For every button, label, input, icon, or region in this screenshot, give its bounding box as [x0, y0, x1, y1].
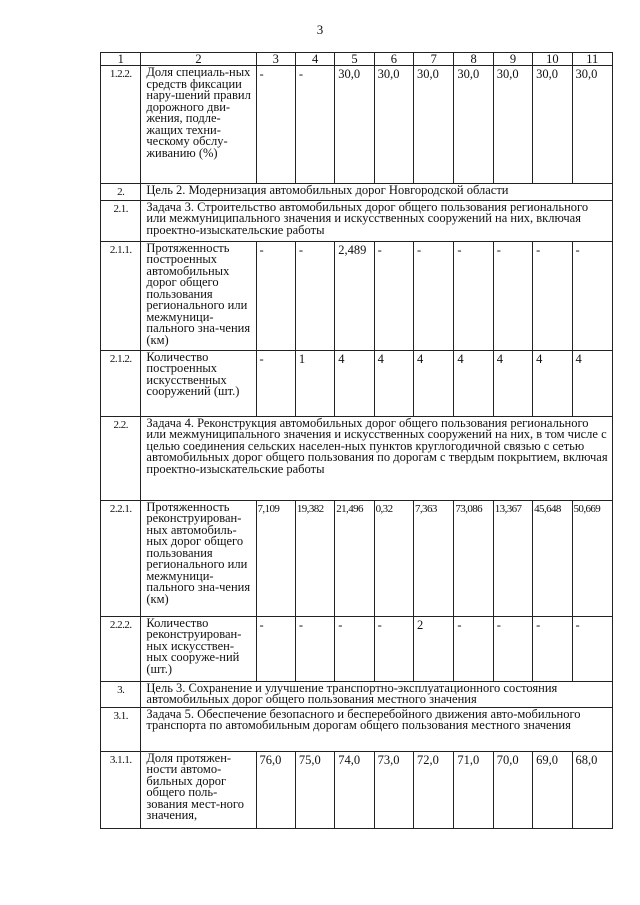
indicator-value: -	[533, 616, 572, 681]
indicator-value: 68,0	[572, 751, 612, 828]
row-number: 3.1.	[101, 707, 141, 751]
indicator-value: -	[454, 241, 493, 350]
indicator-value: 19,382	[295, 500, 334, 616]
table-row	[101, 241, 613, 350]
row-number: 3.1.1.	[101, 751, 141, 828]
indicator-value: 45,648	[533, 500, 572, 616]
section-row	[101, 416, 613, 500]
indicator-name: Количество реконструирован-ных искусствен-ных сооруже-ний (шт.)	[141, 616, 256, 681]
header-cell: 1	[101, 53, 141, 66]
row-number: 2.1.2.	[101, 350, 141, 416]
row-number: 2.2.2.	[101, 616, 141, 681]
header-cell: 7	[414, 53, 454, 66]
indicator-value: -	[335, 616, 374, 681]
indicator-value: 4	[374, 350, 413, 416]
indicator-value: 50,669	[572, 500, 612, 616]
section-title: Задача 3. Строительство автомобильных дорог общего пользования регионального или межмуниципального значения и искусственных сооружений на них, включая проектно-изыскательские работы	[141, 200, 613, 241]
indicator-name: Доля специаль-ных средств фиксации нару-шений правил дорожного дви-жения, подле-жащих техни-ческому обслу-живанию (%)	[141, 66, 256, 184]
indicator-name: Протяженность реконструирован-ных автомобиль-ных дорог общего пользования регионального или межмуници-пального зна-чения (км)	[141, 500, 256, 616]
indicator-value: -	[256, 616, 295, 681]
indicator-value: 4	[335, 350, 374, 416]
indicator-value: -	[374, 241, 413, 350]
indicator-name: Доля протяжен-ности автомо-бильных дорог общего поль-зования мест-ного значения,	[141, 751, 256, 828]
indicator-value: 74,0	[335, 751, 374, 828]
indicator-value: 21,496	[335, 500, 374, 616]
indicator-value: 2,489	[335, 241, 374, 350]
table-row	[101, 350, 613, 416]
indicators-table	[100, 52, 613, 829]
indicator-value: 76,0	[256, 751, 295, 828]
indicator-value: 4	[414, 350, 454, 416]
indicator-value: -	[493, 616, 532, 681]
section-title: Задача 4. Реконструкция автомобильных дорог общего пользования регионального или межмуниципального значения и искусственных сооружений на них, в том числе с целью соединения сельских населен-ных пунктов круглогодичной связью с сетью автомобильных дорог общего пользования по дорогам с твердым покрытием, включая проектно-изыскательские работы	[141, 416, 613, 500]
row-number: 1.2.2.	[101, 66, 141, 184]
indicator-value: 30,0	[454, 66, 493, 184]
indicator-value: 71,0	[454, 751, 493, 828]
row-number: 2.2.	[101, 416, 141, 500]
indicator-value: -	[295, 66, 334, 184]
section-title: Задача 5. Обеспечение безопасного и бесперебойного движения авто-мобильного транспорта по автомобильным дорогам общего пользования местного значения	[141, 707, 613, 751]
indicator-value: -	[454, 616, 493, 681]
table-row	[101, 66, 613, 184]
row-number: 2.1.	[101, 200, 141, 241]
indicator-value: 75,0	[295, 751, 334, 828]
row-number: 2.2.1.	[101, 500, 141, 616]
section-row	[101, 707, 613, 751]
indicator-value: -	[572, 616, 612, 681]
indicator-value: 7,109	[256, 500, 295, 616]
indicator-value: 4	[572, 350, 612, 416]
header-cell: 10	[533, 53, 572, 66]
header-cell: 6	[374, 53, 413, 66]
indicator-value: 30,0	[414, 66, 454, 184]
indicator-value: -	[256, 241, 295, 350]
indicator-value: -	[414, 241, 454, 350]
indicator-value: -	[493, 241, 532, 350]
section-title: Цель 3. Сохранение и улучшение транспортно-эксплуатационного состояния автомобильных дорог общего пользования местного значения	[141, 681, 613, 707]
indicator-value: 4	[533, 350, 572, 416]
indicator-value: -	[295, 616, 334, 681]
indicator-value: -	[295, 241, 334, 350]
table-row	[101, 751, 613, 828]
row-number: 2.1.1.	[101, 241, 141, 350]
section-row	[101, 200, 613, 241]
indicator-value: -	[572, 241, 612, 350]
row-number: 3.	[101, 681, 141, 707]
section-row	[101, 184, 613, 201]
header-cell: 5	[335, 53, 374, 66]
indicator-value: 70,0	[493, 751, 532, 828]
header-cell: 2	[141, 53, 256, 66]
table-header-row	[101, 53, 613, 66]
section-title: Цель 2. Модернизация автомобильных дорог Новгородской области	[141, 184, 613, 201]
indicator-value: 72,0	[414, 751, 454, 828]
header-cell: 9	[493, 53, 532, 66]
indicator-value: 73,086	[454, 500, 493, 616]
indicator-value: -	[374, 616, 413, 681]
indicator-value: 4	[454, 350, 493, 416]
header-cell: 8	[454, 53, 493, 66]
indicator-value: 0,32	[374, 500, 413, 616]
indicator-value: 4	[493, 350, 532, 416]
indicator-value: 30,0	[374, 66, 413, 184]
indicator-value: 30,0	[533, 66, 572, 184]
indicator-value: 30,0	[572, 66, 612, 184]
indicator-name: Количество построенных искусственных сооружений (шт.)	[141, 350, 256, 416]
indicator-value: 30,0	[335, 66, 374, 184]
indicator-value: 7,363	[414, 500, 454, 616]
table-row	[101, 616, 613, 681]
row-number: 2.	[101, 184, 141, 201]
table-row	[101, 500, 613, 616]
section-row	[101, 681, 613, 707]
header-cell: 11	[572, 53, 612, 66]
indicator-value: 1	[295, 350, 334, 416]
indicator-value: 13,367	[493, 500, 532, 616]
indicator-value: 30,0	[493, 66, 532, 184]
page-number: 3	[316, 22, 324, 37]
header-cell: 4	[295, 53, 334, 66]
indicator-value: 73,0	[374, 751, 413, 828]
indicator-value: -	[533, 241, 572, 350]
indicator-value: -	[256, 350, 295, 416]
indicator-value: 69,0	[533, 751, 572, 828]
header-cell: 3	[256, 53, 295, 66]
indicator-value: 2	[414, 616, 454, 681]
indicator-value: -	[256, 66, 295, 184]
indicator-name: Протяженность построенных автомобильных дорог общего пользования регионального или межмуници-пального зна-чения (км)	[141, 241, 256, 350]
